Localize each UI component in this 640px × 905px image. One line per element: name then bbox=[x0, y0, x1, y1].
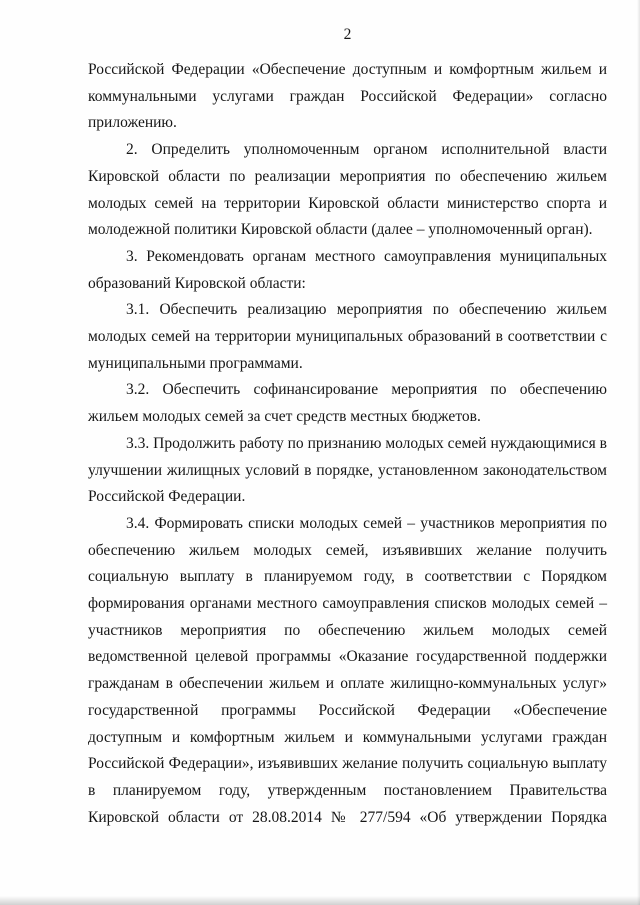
paragraph: Российской Федерации «Обеспечение доступным и комфортным жильем и коммунальными услугами граждан Российской Федерации» согласно приложению. bbox=[88, 61, 607, 132]
paragraph: 3. Рекомендовать органам местного самоуправления муниципальных образований Кировской области: bbox=[88, 247, 607, 292]
scan-edge-bottom bbox=[0, 896, 640, 905]
paragraph: 3.1. Обеспечить реализацию мероприятия по обеспечению жильем молодых семей на территории муниципальных образований в соответствии с муниципальными программами. bbox=[88, 301, 607, 372]
paragraph: 3.2. Обеспечить софинансирование мероприятия по обеспечению жильем молодых семей за счет средств местных бюджетов. bbox=[88, 381, 607, 426]
paragraph: 3.3. Продолжить работу по признанию молодых семей нуждающимися в улучшении жилищных условий в порядке, установленном законодательством Российской Федерации. bbox=[88, 434, 607, 506]
document-body bbox=[88, 57, 607, 831]
paragraph: 3.4. Формировать списки молодых семей – участников мероприятия по обеспечению жильем молодых семей, изъявивших желание получить социальную выплату в планируемом году, в соответствии с Порядком формирования органами местного самоуправления списков молодых семей – участников мероприятия по обеспечению жильем молодых семей ведомственной целевой программы «Оказание государственной поддержки гражданам в обеспечении жильем и оплате жилищно-коммунальных услуг» государственной программы Российской Федерации «Обеспечение доступным и комфортным жильем и коммунальными услугами граждан Российской Федерации», изъявивших желание получить социальную выплату в планируемом году, утвержденным постановлением Правительства Кировской области от 28.08.2014 № 277/594 «Об утверждении Порядка bbox=[88, 514, 607, 826]
page-number: 2 bbox=[343, 26, 352, 43]
paragraph: 2. Определить уполномоченным органом исполнительной власти Кировской области по реализации мероприятия по обеспечению жильем молодых семей на территории Кировской области министерство спорта и молодежной политики Кировской области (далее – уполномоченный орган). bbox=[88, 141, 607, 239]
